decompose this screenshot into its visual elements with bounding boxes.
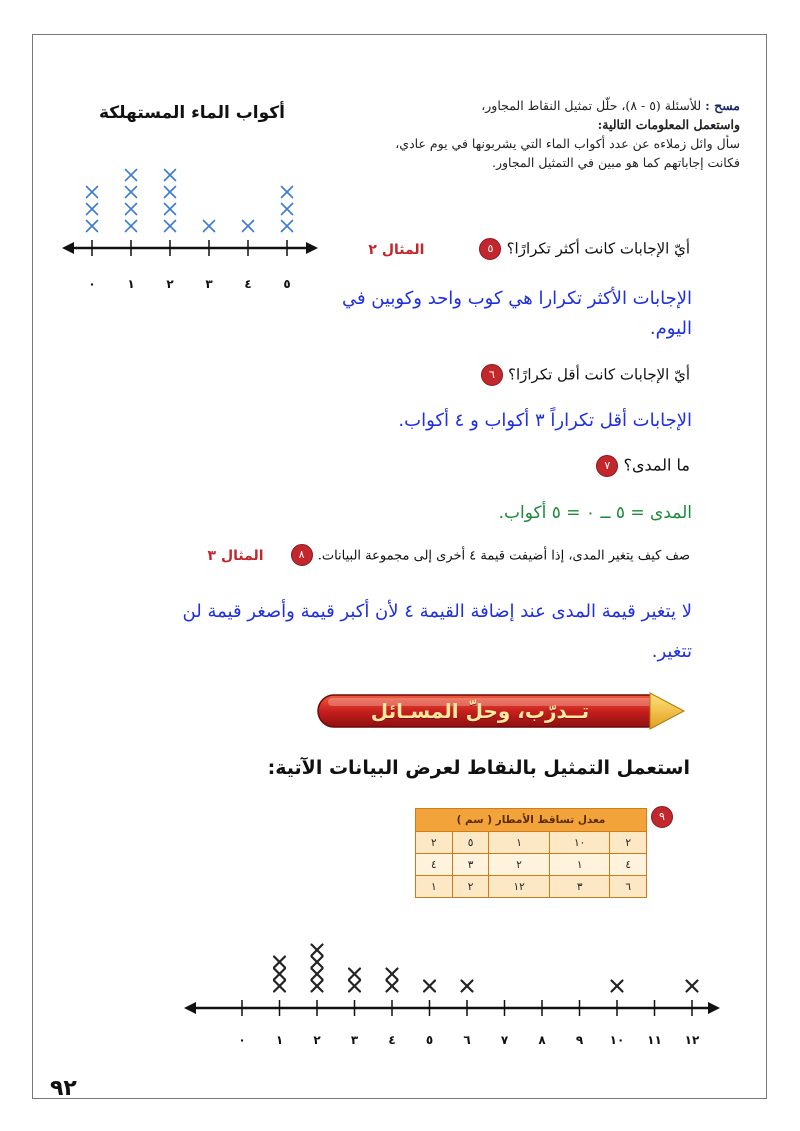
x-mark [274, 957, 285, 968]
tick-label: ٤ [388, 1033, 396, 1047]
tick-label: ١٠ [609, 1033, 625, 1047]
survey-line-2: واستعمل المعلومات التالية: [597, 117, 740, 132]
survey-line-4: فكانت إجاباتهم كما هو مبين في التمثيل المجاور. [491, 155, 740, 170]
water-cups-line-plot [60, 150, 320, 290]
tick-label: ٠ [238, 1033, 246, 1047]
page-number: ٩٢ [50, 1076, 77, 1101]
table-row [416, 832, 647, 854]
answer-5: الإجابات الأكثر تكرارا هي كوب واحد وكوبين في اليوم. [341, 288, 692, 339]
answer-6: الإجابات أقل تكراراً ٣ أكواب و ٤ أكواب. [398, 410, 692, 431]
rainfall-table-title: معدل تساقط الأمطار ( سم ) [416, 809, 647, 832]
table-cell: ١ [549, 854, 610, 876]
answer-8: لا يتغير قيمة المدى عند إضافة القيمة ٤ لأن أكبر قيمة وأصغر قيمة لن تتغير. [182, 601, 692, 662]
example-3-label: المثال ٣ [207, 547, 264, 564]
answer-7: المدى = ٥ ــ ٠ = ٥ أكواب. [498, 503, 692, 523]
arrow-left-icon [184, 1002, 196, 1014]
plot1-title: أكواب الماء المستهلكة [98, 103, 285, 123]
tick-label: ٥ [283, 277, 291, 290]
tick-label: ٣ [205, 277, 213, 290]
tick-label: ٩ [575, 1033, 584, 1047]
x-mark [282, 221, 293, 232]
x-mark [126, 221, 137, 232]
table-cell: ١ [416, 876, 453, 898]
x-mark [126, 187, 137, 198]
table-cell: ٤ [610, 854, 647, 876]
x-mark [462, 981, 473, 992]
question-8-badge: ٨ [291, 544, 313, 566]
survey-line-3: سأل وائل زملاءه عن عدد أكواب الماء التي يشربونها في يوم عادي، [395, 136, 740, 151]
tick-label: ٥ [425, 1033, 434, 1047]
rainfall-line-plot [180, 880, 740, 1050]
x-mark [387, 969, 398, 980]
number-line [62, 242, 318, 254]
x-mark [282, 204, 293, 215]
question-5-badge: ٥ [479, 238, 501, 260]
question-9 [651, 806, 673, 828]
x-mark [165, 221, 176, 232]
tick-label: ٨ [538, 1033, 546, 1047]
practice-banner [314, 689, 686, 733]
tick-label: ٢ [166, 277, 174, 290]
question-6-text: أيّ الإجابات كانت أقل تكرارًا؟ [508, 365, 690, 384]
table-cell: ٢ [489, 854, 550, 876]
x-mark [87, 187, 98, 198]
x-mark [387, 981, 398, 992]
x-mark [165, 170, 176, 181]
question-7-badge: ٧ [596, 455, 618, 477]
table-cell: ٦ [610, 876, 647, 898]
table-row [416, 854, 647, 876]
example-2-label: المثال ٢ [368, 241, 425, 258]
tick-label: ١٢ [684, 1033, 700, 1047]
table-cell: ٥ [452, 832, 489, 854]
table-cell: ١٠ [549, 832, 610, 854]
question-8-text: صف كيف يتغير المدى، إذا أضيفت قيمة ٤ أخرى إلى مجموعة البيانات. [317, 548, 690, 564]
tick-label: ٢ [313, 1033, 321, 1047]
x-mark [349, 969, 360, 980]
table-cell: ٢ [416, 832, 453, 854]
table-cell: ١٢ [489, 876, 550, 898]
question-9-badge: ٩ [651, 806, 673, 828]
question-7 [596, 455, 690, 477]
x-mark [165, 187, 176, 198]
tick-label: ٤ [244, 277, 252, 290]
x-mark [274, 981, 285, 992]
tick-label: ١ [127, 277, 135, 290]
tick-label: ٧ [500, 1033, 509, 1047]
question-5 [368, 238, 690, 260]
survey-line-1: للأسئلة (٥ - ٨)، حلّل تمثيل النقاط المجاور، [481, 98, 702, 113]
x-mark [126, 204, 137, 215]
table-cell: ٣ [549, 876, 610, 898]
arrow-right-icon [708, 1002, 720, 1014]
question-8 [208, 544, 690, 566]
survey-lead: مسح : [705, 98, 740, 113]
survey-intro [380, 96, 740, 172]
practice-banner-text: تــدرّب، وحلّ المسـائل [370, 699, 590, 723]
x-mark [165, 204, 176, 215]
instruction-text: استعمل التمثيل بالنقاط لعرض البيانات الآتية: [267, 757, 690, 779]
table-cell: ١ [489, 832, 550, 854]
number-line [184, 1002, 720, 1014]
question-5-text: أيّ الإجابات كانت أكثر تكرارًا؟ [506, 239, 690, 258]
table-cell: ٤ [416, 854, 453, 876]
x-mark [312, 969, 323, 980]
arrow-right-icon [306, 242, 318, 254]
tick-label: ١ [275, 1033, 284, 1047]
question-7-text: ما المدى؟ [623, 455, 690, 475]
x-mark [312, 957, 323, 968]
x-mark [424, 981, 435, 992]
question-6 [481, 364, 690, 386]
x-mark [87, 221, 98, 232]
table-cell: ٣ [452, 854, 489, 876]
x-mark [282, 187, 293, 198]
x-mark [312, 981, 323, 992]
table-cell: ٢ [452, 876, 489, 898]
x-mark [312, 945, 323, 956]
question-6-badge: ٦ [481, 364, 503, 386]
tick-label: ٣ [350, 1033, 359, 1047]
x-mark [87, 204, 98, 215]
tick-label: ٦ [463, 1033, 471, 1047]
x-mark [204, 221, 215, 232]
x-mark [687, 981, 698, 992]
x-mark [612, 981, 623, 992]
tick-label: ٠ [88, 277, 96, 290]
x-mark [349, 981, 360, 992]
x-mark [126, 170, 137, 181]
x-mark [243, 221, 254, 232]
x-mark [274, 969, 285, 980]
table-cell: ٢ [610, 832, 647, 854]
arrow-left-icon [62, 242, 74, 254]
tick-label: ١١ [647, 1033, 662, 1047]
